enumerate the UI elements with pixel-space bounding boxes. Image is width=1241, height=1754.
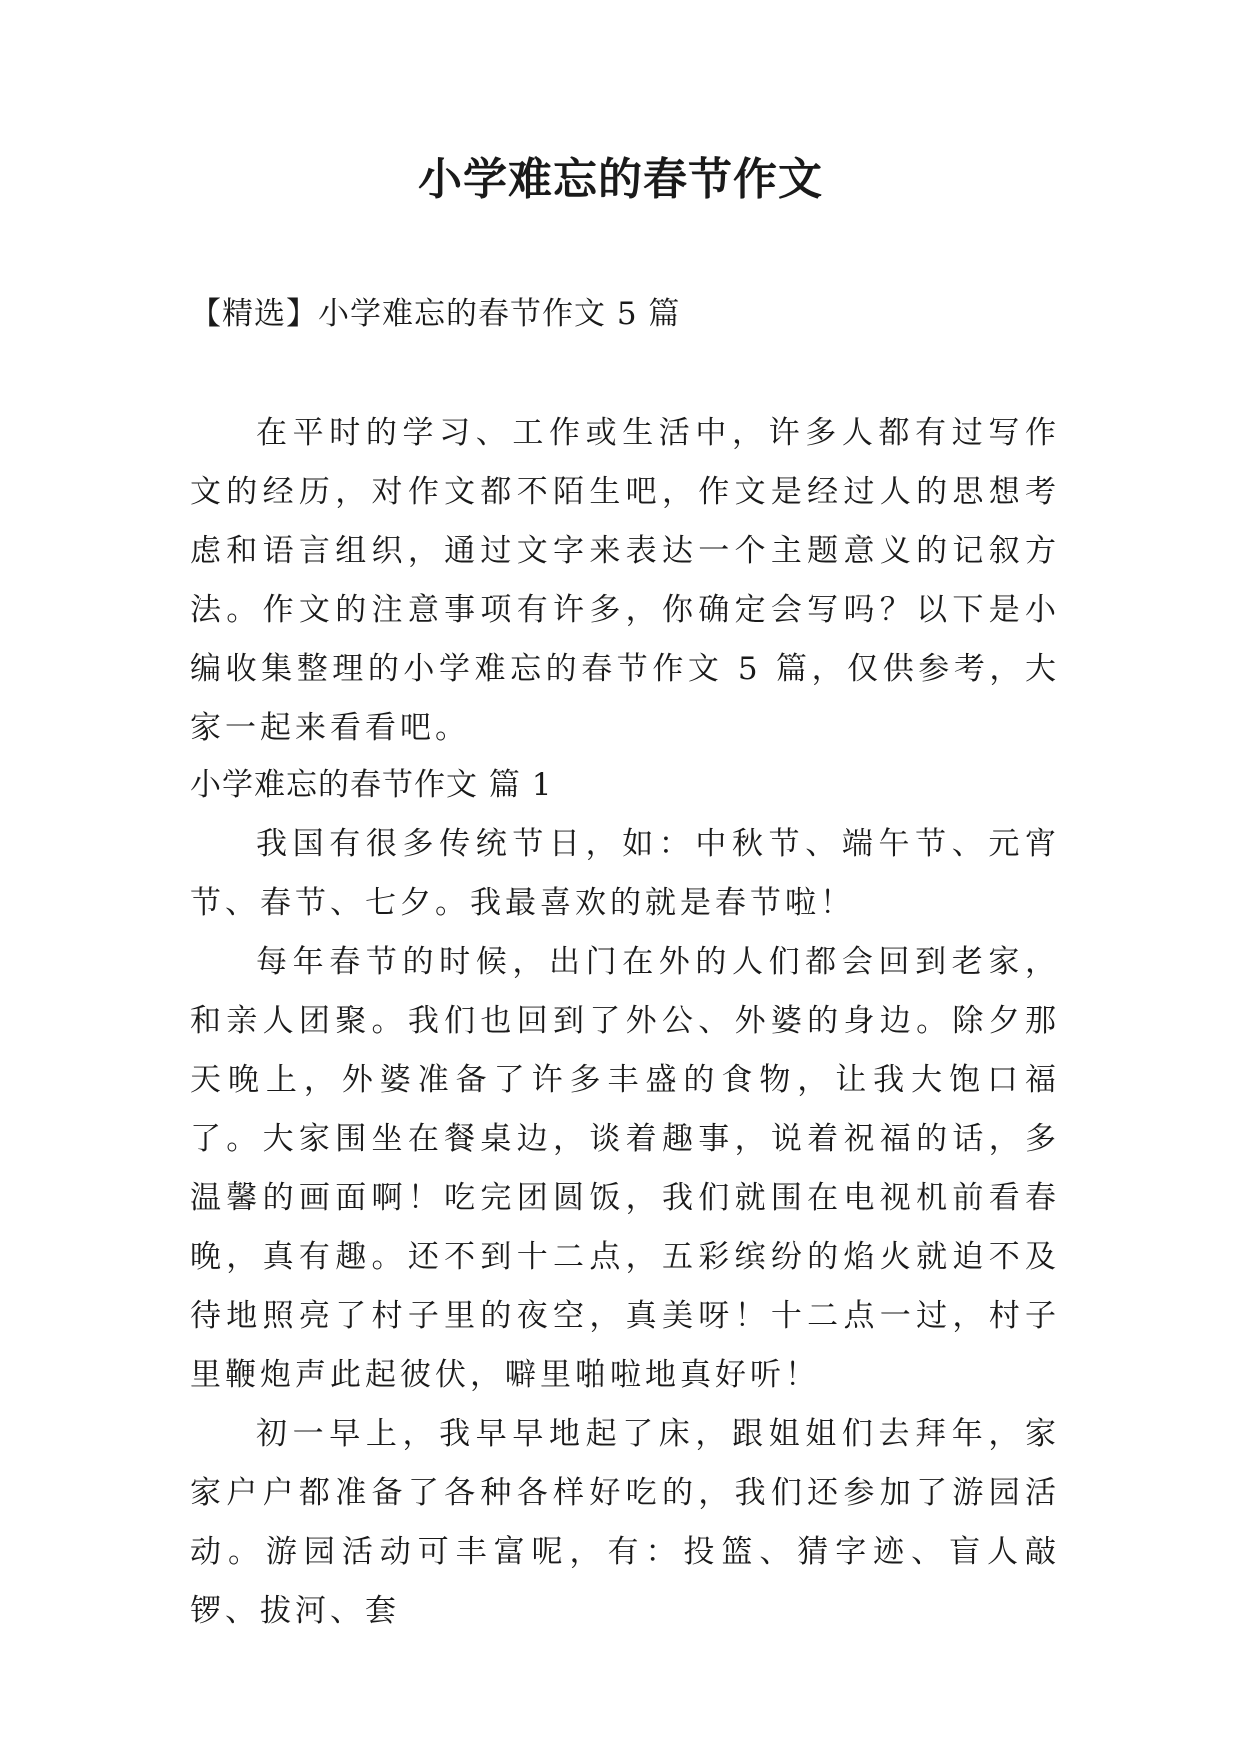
document-subtitle: 【精选】小学难忘的春节作文 5 篇 <box>190 296 681 332</box>
essay-1-section <box>190 756 1060 1641</box>
essay-1-heading: 小学难忘的春节作文 篇 1 <box>190 767 553 803</box>
essay-1-paragraph-3: 初一早上，我早早地起了床，跟姐姐们去拜年，家家户户都准备了各种各样好吃的，我们还参加了游园活动。游园活动可丰富呢，有：投篮、猜字迹、盲人敲锣、拔河、套 <box>190 1416 1060 1629</box>
intro-paragraph: 在平时的学习、工作或生活中，许多人都有过写作文的经历，对作文都不陌生吧，作文是经过人的思想考虑和语言组织，通过文字来表达一个主题意义的记叙方法。作文的注意事项有许多，你确定会写吗？以下是小编收集整理的小学难忘的春节作文 5 篇，仅供参考，大家一起来看看吧。 <box>190 415 1060 746</box>
intro-section <box>190 404 1060 758</box>
essay-1-paragraph-1: 我国有很多传统节日，如：中秋节、端午节、元宵节、春节、七夕。我最喜欢的就是春节啦！ <box>190 826 1060 921</box>
essay-1-paragraph-2: 每年春节的时候，出门在外的人们都会回到老家，和亲人团聚。我们也回到了外公、外婆的身边。除夕那天晚上，外婆准备了许多丰盛的食物，让我大饱口福了。大家围坐在餐桌边，谈着趣事，说着祝福的话，多温馨的画面啊！吃完团圆饭，我们就围在电视机前看春晚，真有趣。还不到十二点，五彩缤纷的焰火就迫不及待地照亮了村子里的夜空，真美呀！十二点一过，村子里鞭炮声此起彼伏，噼里啪啦地真好听！ <box>190 944 1060 1393</box>
document-title: 小学难忘的春节作文 <box>418 154 823 205</box>
